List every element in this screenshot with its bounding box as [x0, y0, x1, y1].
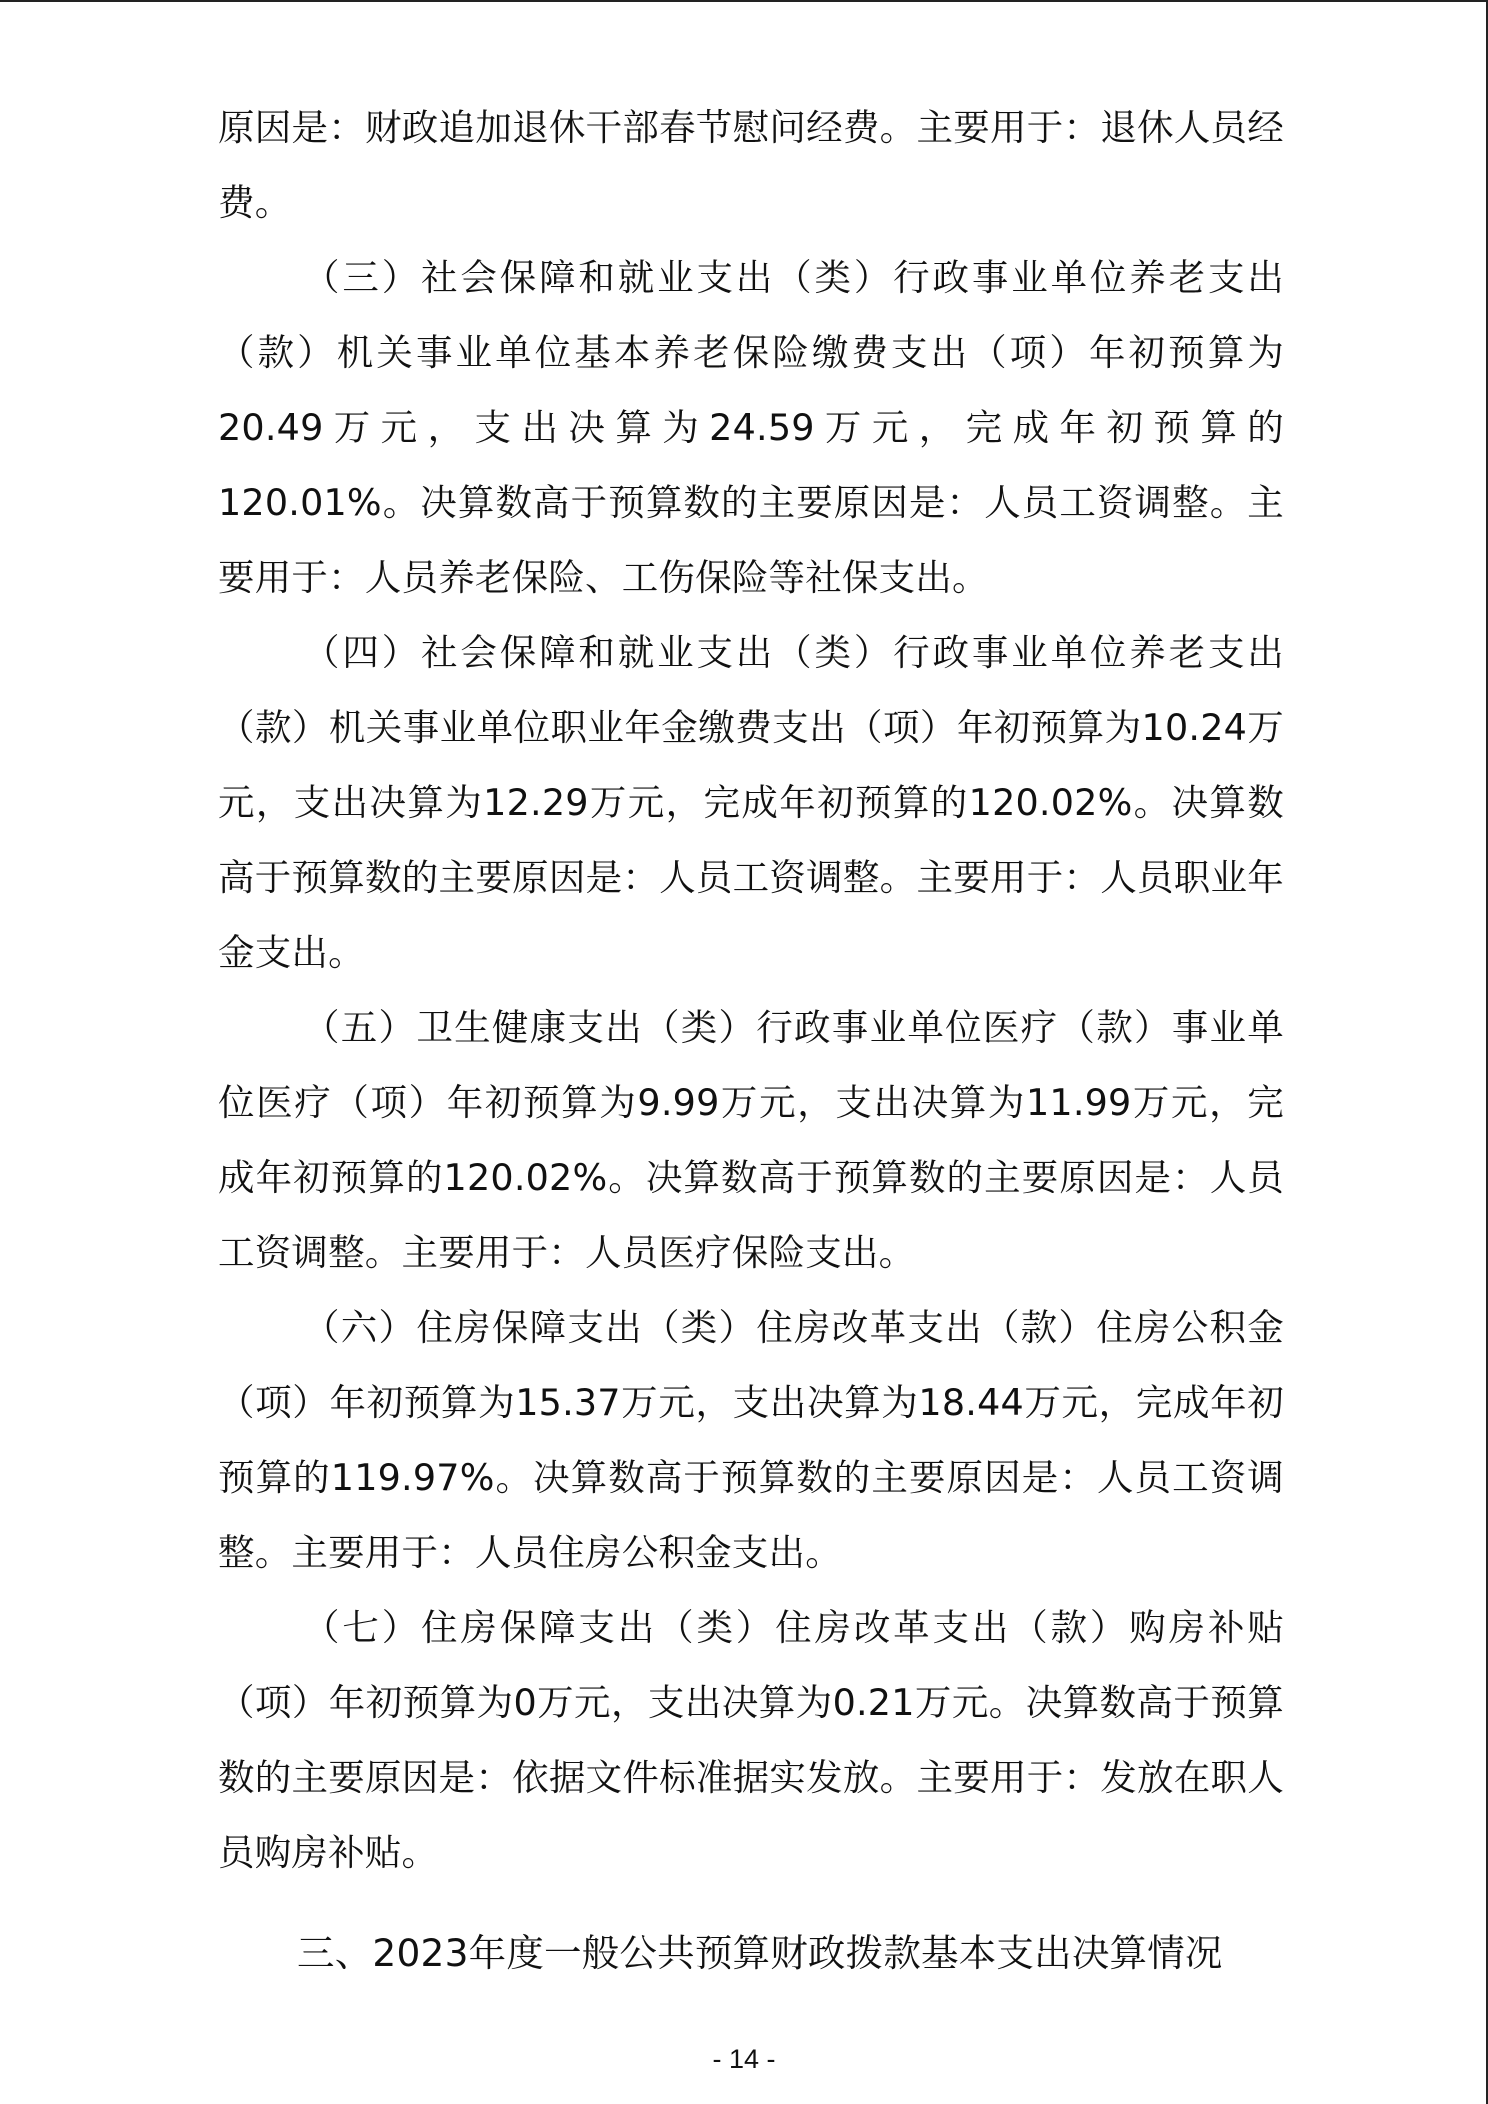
section-heading: 三、2023年度一般公共预算财政拨款基本支出决算情况 [297, 1931, 1223, 1975]
paragraph-occupational-annuity: （四）社会保障和就业支出（类）行政事业单位养老支出（款）机关事业单位职业年金缴费支出（项）年初预算为10.24万元，支出决算为12.29万元，完成年初预算的120.02%。决算数高于预算数的主要原因是：人员工资调整。主要用于：人员职业年金支出。 [218, 631, 1284, 974]
paragraph-continuation: 原因是：财政追加退休干部春节慰问经费。主要用于：退休人员经费。 [218, 106, 1284, 224]
paragraph-social-security-pension: （三）社会保障和就业支出（类）行政事业单位养老支出（款）机关事业单位基本养老保险缴费支出（项）年初预算为20.49万元，支出决算为24.59万元，完成年初预算的120.01%。决算数高于预算数的主要原因是：人员工资调整。主要用于：人员养老保险、工伤保险等社保支出。 [218, 256, 1284, 599]
page-border-top [0, 0, 1488, 2]
paragraph-housing-fund: （六）住房保障支出（类）住房改革支出（款）住房公积金（项）年初预算为15.37万元，支出决算为18.44万元，完成年初预算的119.97%。决算数高于预算数的主要原因是：人员工资调整。主要用于：人员住房公积金支出。 [218, 1306, 1284, 1574]
paragraph-health-medical: （五）卫生健康支出（类）行政事业单位医疗（款）事业单位医疗（项）年初预算为9.99万元，支出决算为11.99万元，完成年初预算的120.02%。决算数高于预算数的主要原因是：人员工资调整。主要用于：人员医疗保险支出。 [218, 1006, 1284, 1274]
document-page [218, 90, 1284, 1991]
paragraph-housing-subsidy: （七）住房保障支出（类）住房改革支出（款）购房补贴（项）年初预算为0万元，支出决算为0.21万元。决算数高于预算数的主要原因是：依据文件标准据实发放。主要用于：发放在职人员购房补贴。 [218, 1606, 1284, 1874]
page-number: - 14 - [712, 2044, 776, 2074]
